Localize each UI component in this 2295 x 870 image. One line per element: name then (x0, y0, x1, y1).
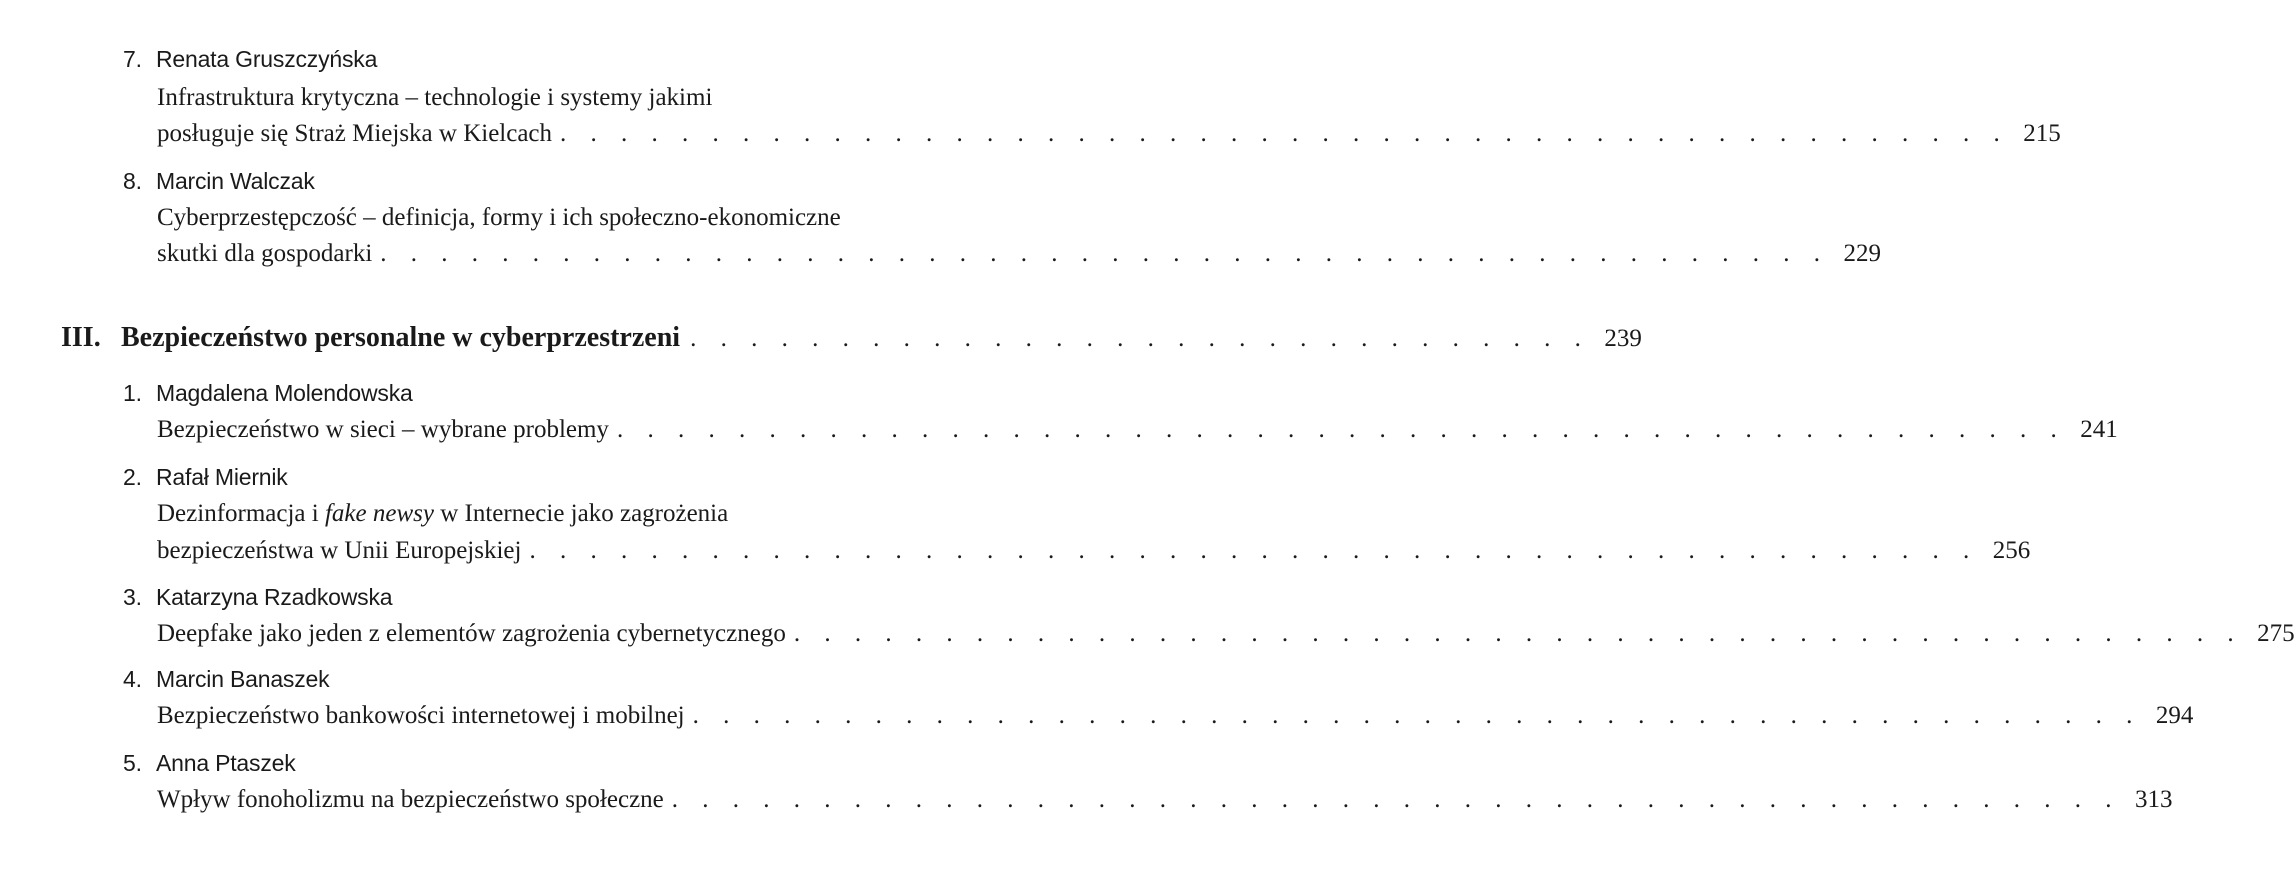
toc-section-heading (61, 320, 1642, 357)
section-page-number: 239 (1604, 325, 1642, 352)
toc-entry-author-name: Marcin Walczak (156, 168, 315, 194)
toc-entry-author (123, 462, 288, 492)
title-text-after: w Internecie jako zagrożenia (433, 500, 729, 527)
toc-entry-title-text: Deepfake jako jeden z elementów zagrożenia cybernetycznego (157, 620, 786, 647)
leader-dots: . . . . . . . . . . . . . . . . . . . . . . . . . . . . . . . . . . . . . . . . . . . . . . . . (616, 416, 2066, 443)
toc-entry-page-number: 256 (1992, 537, 2031, 564)
toc-entry-author (123, 664, 329, 694)
toc-entry-author-name: Anna Ptaszek (156, 750, 296, 776)
toc-entry-title-last-line (157, 700, 2194, 732)
toc-entry-author (123, 166, 315, 196)
leader-dots: . . . . . . . . . . . . . . . . . . . . . . . . . . . . . . . . . . . . . . . . . . . . . . . . (560, 120, 2009, 147)
leader-dots: . . . . . . . . . . . . . . . . . . . . . . . . . . . . . . . . . . . . . . . . . . . . . . . . (793, 620, 2243, 647)
toc-entry-title-line: Infrastruktura krytyczna – technologie i systemy jakimi (157, 84, 713, 111)
toc-entry-title-line: Cyberprzestępczość – definicja, formy i ich społeczno-ekonomiczne (157, 204, 841, 231)
toc-entry-number: 7. (123, 46, 142, 72)
toc-entry-author-name: Renata Gruszczyńska (156, 46, 378, 72)
toc-entry-title-last-line (157, 238, 1882, 270)
toc-entry-page-number: 313 (2135, 786, 2173, 813)
toc-entry-author-name: Katarzyna Rzadkowska (156, 584, 393, 610)
toc-entry-author-name: Rafał Miernik (156, 464, 288, 490)
toc-entry-number: 3. (123, 584, 142, 610)
toc-entry-author-name: Marcin Banaszek (156, 666, 330, 692)
toc-entry-page-number: 215 (2023, 120, 2061, 147)
toc-entry-page-number: 275 (2257, 620, 2295, 647)
toc-entry-page-number: 229 (1843, 240, 1882, 267)
section-number: III. (61, 322, 101, 353)
toc-entry-title-last-line (157, 535, 2031, 567)
toc-entry-title-line (157, 498, 728, 530)
toc-entry-number: 8. (123, 168, 142, 194)
leader-dots: . . . . . . . . . . . . . . . . . . . . . . . . . . . . . . . . . . . . . . . . . . . . . . . . (380, 240, 1830, 267)
toc-entry-author (123, 748, 296, 778)
toc-entry-title-last-line (157, 414, 2118, 446)
title-text-italic: fake newsy (324, 500, 434, 527)
toc-entry-number: 2. (123, 464, 142, 490)
toc-entry-page-number: 241 (2080, 416, 2118, 443)
toc-entry-title-text: posługuje się Straż Miejska w Kielcach (157, 120, 553, 147)
toc-entry-author (123, 378, 413, 408)
toc-entry-title-text: Wpływ fonoholizmu na bezpieczeństwo społeczne (157, 786, 664, 813)
title-text-before: Dezinformacja i (157, 500, 325, 527)
toc-entry-author (123, 44, 377, 74)
toc-entry-title-text: skutki dla gospodarki (157, 240, 373, 267)
toc-entry-number: 4. (123, 666, 142, 692)
toc-entry-title-text: bezpieczeństwa w Unii Europejskiej (157, 537, 522, 564)
toc-entry-title-last-line (157, 618, 2295, 650)
leader-dots: . . . . . . . . . . . . . . . . . . . . . . . . . . . . . . . . . . . . . . . . . . . . . . . . (529, 537, 1979, 564)
leader-dots: . . . . . . . . . . . . . . . . . . . . . . . . . . . . . . . . . . . . . . . . . . . . . . . . (671, 786, 2121, 813)
toc-entry-author (123, 582, 392, 612)
toc-entry-number: 1. (123, 380, 142, 406)
section-title: Bezpieczeństwo personalne w cyberprzestrzeni (121, 322, 681, 353)
toc-entry-title-last-line (157, 118, 2061, 150)
toc-entry-title-text: Bezpieczeństwo bankowości internetowej i mobilnej (157, 702, 685, 729)
leader-dots: . . . . . . . . . . . . . . . . . . . . . . . . . . . . . . . . . . . . . . . . . . . . . . . . (692, 702, 2142, 729)
toc-entry-number: 5. (123, 750, 142, 776)
toc-entry-title-last-line (157, 784, 2173, 816)
leader-dots: . . . . . . . . . . . . . . . . . . . . . . . . . . . . . . (690, 325, 1590, 352)
toc-entry-title-text: Bezpieczeństwo w sieci – wybrane problemy (157, 416, 609, 443)
toc-entry-author-name: Magdalena Molendowska (156, 380, 413, 406)
toc-entry-page-number: 294 (2155, 702, 2194, 729)
